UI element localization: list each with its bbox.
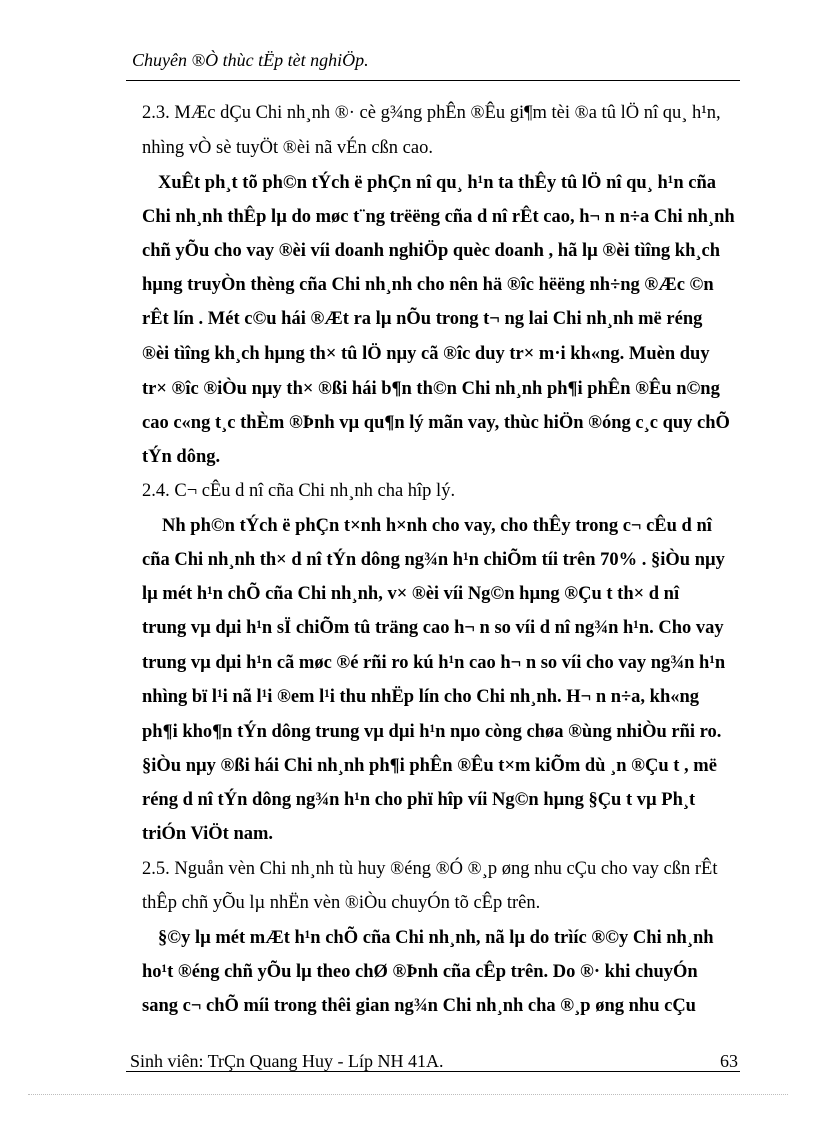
body-line-19: ph¶i kho¶n tÝn dông trung vµ dµi h¹n nµo còng chøa ®ùng nhiÒu rñi ro. bbox=[142, 722, 722, 742]
page-bottom-border bbox=[28, 1094, 788, 1095]
page-header-title: Chuyên ®Ò thùc tËp tèt nghiÖp. bbox=[132, 50, 369, 70]
body-line-5: chñ yÕu cho vay ®èi víi doanh nghiÖp quèc doanh , hã lµ ®èi tìîng kh¸ch bbox=[142, 241, 721, 261]
body-line-26: ho¹t ®éng chñ yÕu lµ theo chØ ®Þnh cña cÊp trên. Do ®· khi chuyÓn bbox=[142, 962, 698, 982]
body-line-22: triÓn ViÖt nam. bbox=[142, 824, 274, 844]
body-line-3: XuÊt ph¸t tõ ph©n tÝch ë phÇn nî qu¸ h¹n ta thÊy tû lÖ nî qu¸ h¹n cña bbox=[158, 173, 716, 193]
body-line-2: nhìng vÒ sè tuyÖt ®èi nã vÉn cßn cao. bbox=[142, 138, 433, 158]
body-line-4: Chi nh¸nh thÊp lµ do møc t¨ng trëëng cña d nî rÊt cao, h¬ n n÷a Chi nh¸nh bbox=[142, 207, 735, 227]
body-line-13: Nh ph©n tÝch ë phÇn t×nh h×nh cho vay, cho thÊy trong c¬ cÊu d nî bbox=[162, 516, 712, 536]
footer-author: Sinh viên: TrÇn Quang Huy - Líp NH 41A. bbox=[130, 1051, 444, 1071]
body-line-20: §iÒu nµy ®ßi hái Chi nh¸nh ph¶i phÊn ®Êu t×m kiÕm dù ¸n ®Çu t , më bbox=[142, 756, 717, 776]
body-line-1: 2.3. MÆc dÇu Chi nh¸nh ®· cè g¾ng phÊn ®Êu gi¶m tèi ®a tû lÖ nî qu¸ h¹n, bbox=[142, 103, 721, 123]
body-line-16: trung vµ dµi h¹n sÏ chiÕm tû träng cao h¬ n so víi d nî ng¾n h¹n. Cho vay bbox=[142, 618, 724, 638]
body-line-15: lµ mét h¹n chÕ cña Chi nh¸nh, v× ®èi víi Ng©n hµng ®Çu t th× d nî bbox=[142, 584, 680, 604]
body-line-7: rÊt lín . Mét c©u hái ®Æt ra lµ nÕu trong t¬ ng lai Chi nh¸nh më réng bbox=[142, 309, 703, 329]
body-line-24: thÊp chñ yÕu lµ nhËn vèn ®iÒu chuyÓn tõ cÊp trên. bbox=[142, 893, 541, 913]
header-divider bbox=[126, 80, 740, 81]
body-line-25: §©y lµ mét mÆt h¹n chÕ cña Chi nh¸nh, nã lµ do trìíc ®©y Chi nh¸nh bbox=[158, 928, 714, 948]
body-line-11: tÝn dông. bbox=[142, 447, 221, 467]
body-line-6: hµng truyÒn thèng cña Chi nh¸nh cho nên hä ®îc hëëng nh÷ng ®Æc ©n bbox=[142, 275, 714, 295]
body-line-27: sang c¬ chÕ míi trong thêi gian ng¾n Chi nh¸nh cha ®¸p øng nhu cÇu bbox=[142, 996, 696, 1016]
body-line-14: cña Chi nh¸nh th× d nî tÝn dông ng¾n h¹n chiÕm tíi trên 70% . §iÒu nµy bbox=[142, 550, 725, 570]
body-line-8: ®èi tìîng kh¸ch hµng th× tû lÖ nµy cã ®îc duy tr× m·i kh«ng. Muèn duy bbox=[142, 344, 710, 364]
body-line-9: tr× ®îc ®iÒu nµy th× ®ßi hái b¶n th©n Chi nh¸nh ph¶i phÊn ®Êu n©ng bbox=[142, 379, 720, 399]
body-line-12: 2.4. C¬ cÊu d nî cña Chi nh¸nh cha hîp lý. bbox=[142, 481, 456, 501]
footer-page-number: 63 bbox=[720, 1051, 738, 1071]
body-line-10: cao c«ng t¸c thÈm ®Þnh vµ qu¶n lý mãn vay, thùc hiÖn ®óng c¸c quy chÕ bbox=[142, 413, 730, 433]
body-line-18: nhìng bï l¹i nã l¹i ®em l¹i thu nhËp lín cho Chi nh¸nh. H¬ n n÷a, kh«ng bbox=[142, 687, 700, 707]
body-line-17: trung vµ dµi h¹n cã møc ®é rñi ro kú h¹n cao h¬ n so víi cho vay ng¾n h¹n bbox=[142, 653, 726, 673]
footer-divider bbox=[126, 1071, 740, 1072]
body-line-21: réng d nî tÝn dông ng¾n h¹n cho phï hîp víi Ng©n hµng §Çu t vµ Ph¸t bbox=[142, 790, 696, 810]
body-line-23: 2.5. Nguån vèn Chi nh¸nh tù huy ®éng ®Ó ®¸p øng nhu cÇu cho vay cßn rÊt bbox=[142, 859, 718, 879]
